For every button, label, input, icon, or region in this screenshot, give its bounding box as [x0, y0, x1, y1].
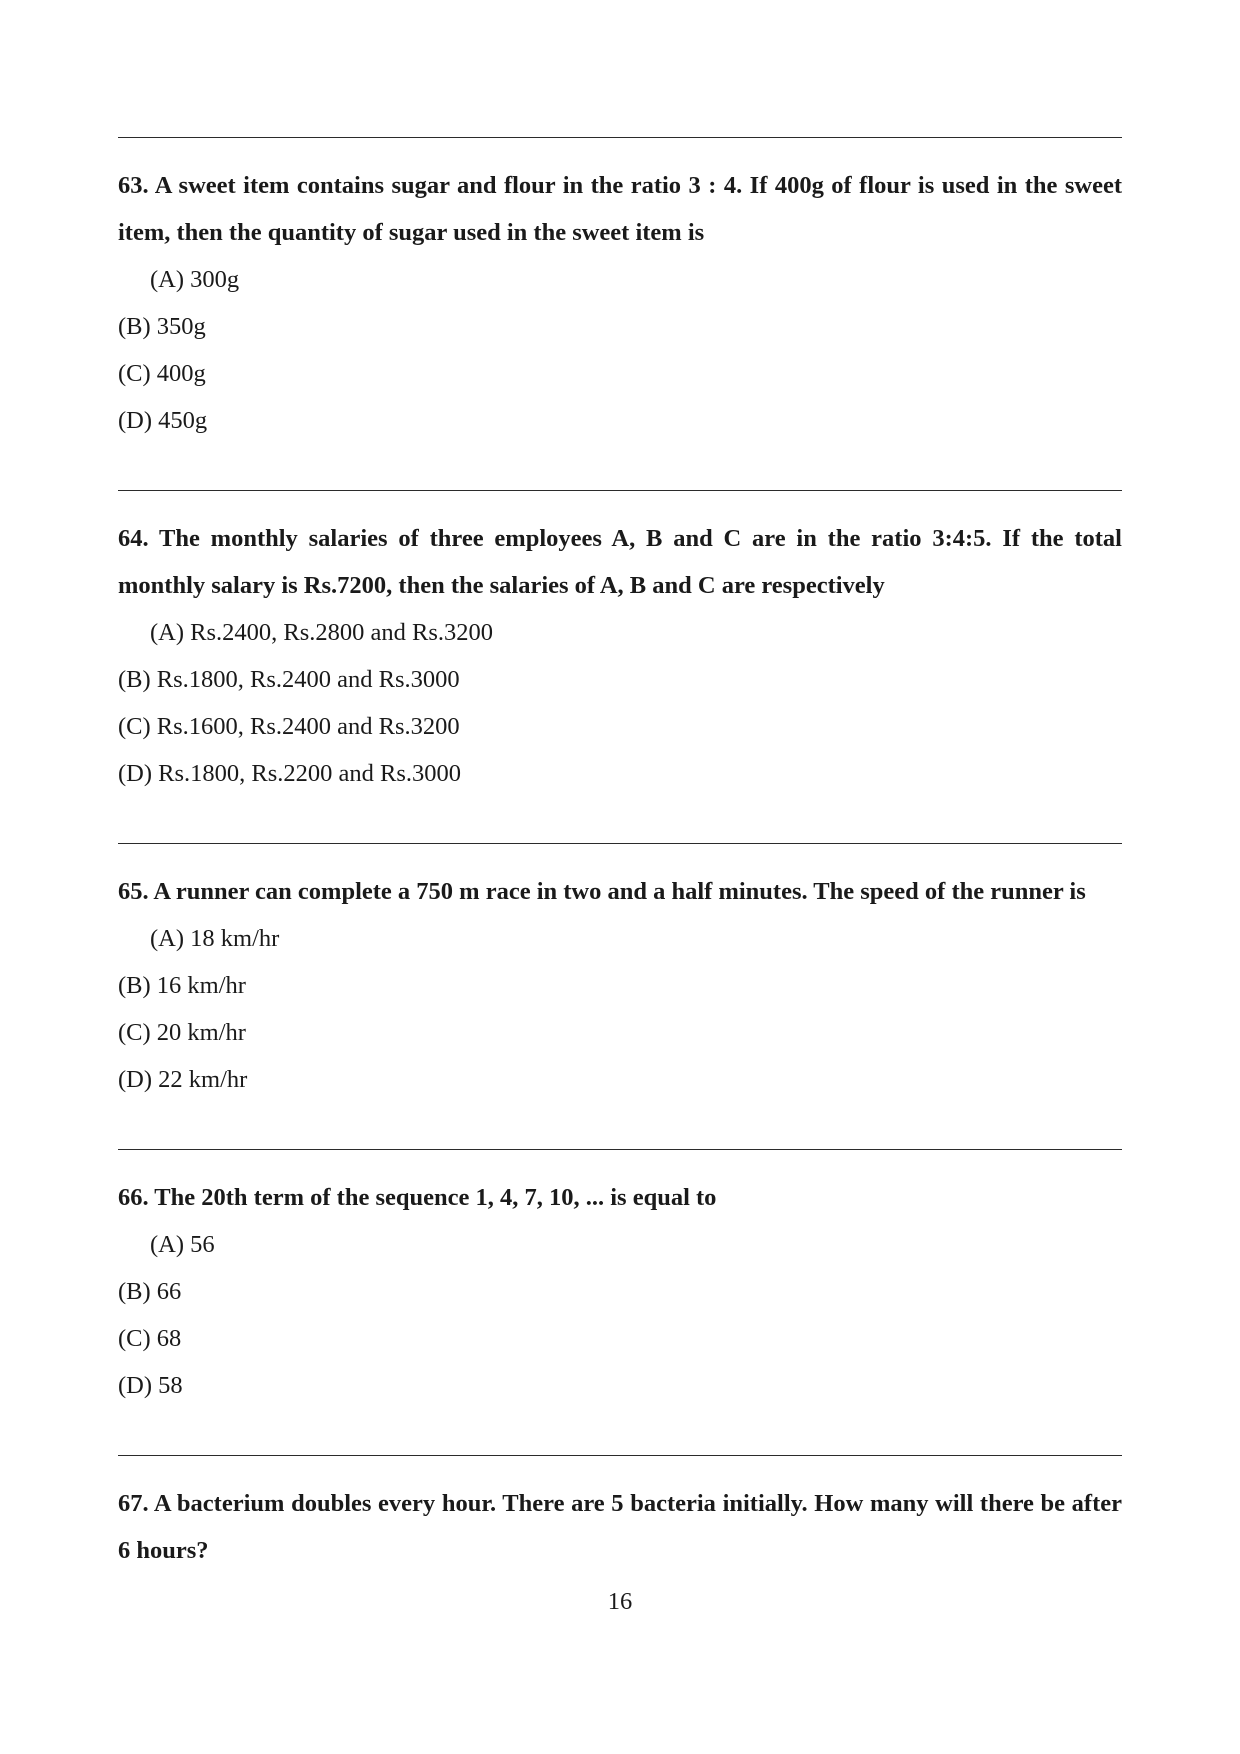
option-b: (B) Rs.1800, Rs.2400 and Rs.3000 [118, 666, 460, 693]
option-d: (D) 58 [118, 1372, 183, 1399]
option-b: (B) 16 km/hr [118, 972, 246, 999]
option-a: (A) Rs.2400, Rs.2800 and Rs.3200 [150, 619, 494, 646]
question-65 [118, 843, 1122, 1149]
option-b: (B) 350g [118, 313, 206, 340]
option-d: (D) 22 km/hr [118, 1066, 248, 1093]
question-63 [118, 137, 1122, 490]
question-text: 67. A bacterium doubles every hour. There are 5 bacteria initially. How many will there be after 6 hours? [118, 1490, 1122, 1564]
option-c: (C) 400g [118, 360, 206, 387]
option-d: (D) 450g [118, 407, 208, 434]
option-d: (D) Rs.1800, Rs.2200 and Rs.3000 [118, 760, 462, 787]
question-67 [118, 1455, 1122, 1574]
option-a: (A) 18 km/hr [150, 925, 280, 952]
option-c: (C) 20 km/hr [118, 1019, 246, 1046]
question-text: 63. A sweet item contains sugar and flour in the ratio 3 : 4. If 400g of flour is used in the sweet item, then the quantity of sugar used in the sweet item is [118, 172, 1122, 246]
option-a: (A) 56 [150, 1231, 215, 1258]
page-number: 16 [607, 1588, 633, 1615]
question-text: 64. The monthly salaries of three employees A, B and C are in the ratio 3:4:5. If the total monthly salary is Rs.7200, then the salaries of A, B and C are respectively [118, 525, 1122, 599]
option-c: (C) Rs.1600, Rs.2400 and Rs.3200 [118, 713, 460, 740]
option-c: (C) 68 [118, 1325, 182, 1352]
option-b: (B) 66 [118, 1278, 182, 1305]
question-list [118, 137, 1122, 1574]
option-a: (A) 300g [150, 266, 240, 293]
question-text: 65. A runner can complete a 750 m race in two and a half minutes. The speed of the runner is [118, 878, 1086, 905]
question-66 [118, 1149, 1122, 1455]
question-text: 66. The 20th term of the sequence 1, 4, 7, 10, ... is equal to [118, 1184, 717, 1211]
question-64 [118, 490, 1122, 843]
